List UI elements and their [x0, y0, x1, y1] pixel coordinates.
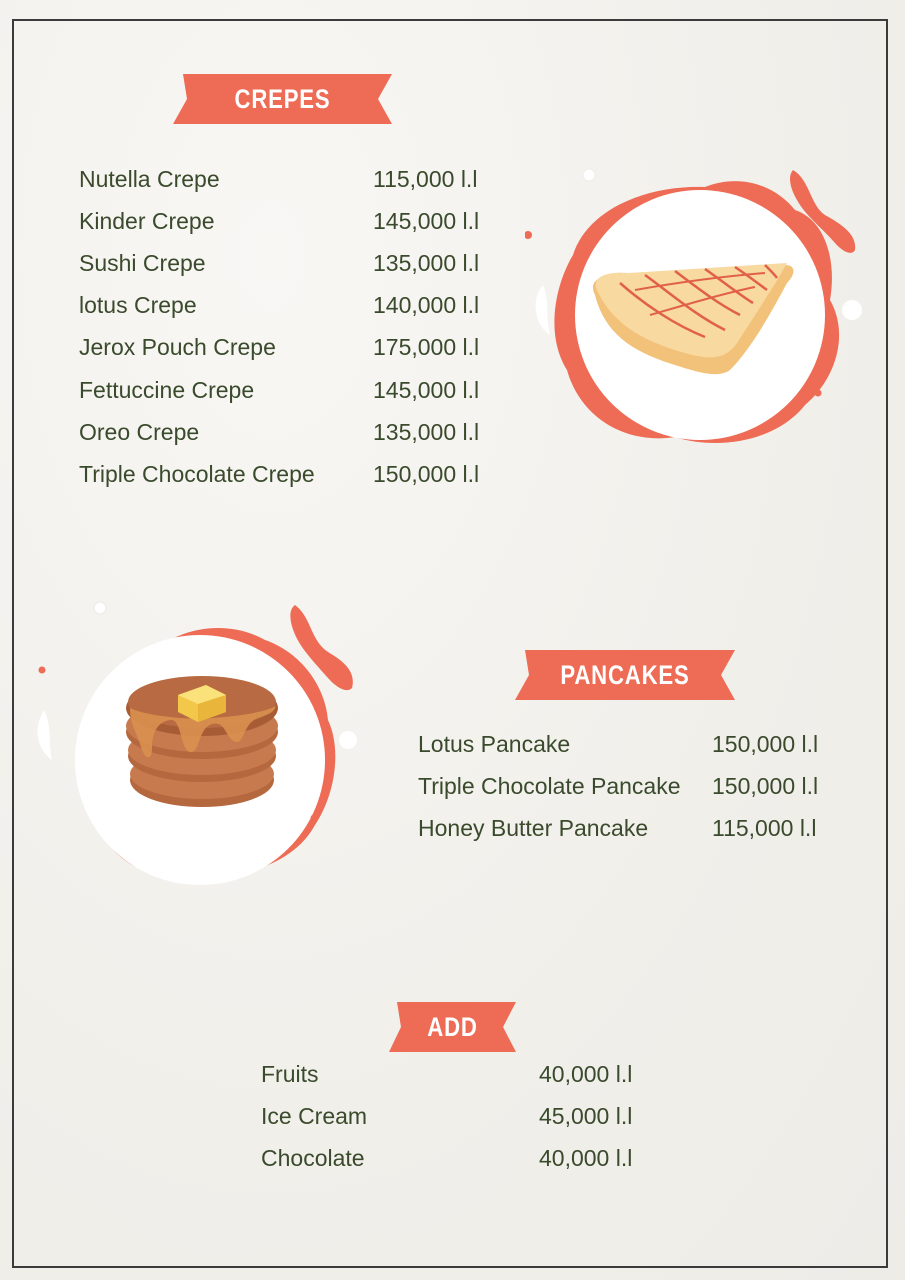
menu-item-price: 175,000 l.l — [373, 334, 480, 361]
menu-item-name: Triple Chocolate Pancake — [418, 773, 681, 799]
menu-item-name: Fruits — [261, 1061, 319, 1087]
menu-item-name: Ice Cream — [261, 1103, 368, 1129]
add-title: ADD — [427, 1011, 478, 1042]
menu-item-name: Lotus Pancake — [418, 731, 571, 757]
pancakes-title: PANCAKES — [560, 659, 690, 690]
menu-item-price: 45,000 l.l — [539, 1103, 633, 1129]
menu-item-name: Jerox Pouch Crepe — [79, 334, 276, 361]
crepes-banner — [173, 74, 392, 124]
menu-item-name: Sushi Crepe — [79, 250, 206, 277]
menu-item-price: 150,000 l.l — [712, 773, 819, 799]
menu-item-price: 150,000 l.l — [373, 460, 480, 487]
crepe-illustration-icon — [525, 165, 865, 465]
menu-item-name: Nutella Crepe — [79, 166, 220, 192]
menu-item-price: 145,000 l.l — [373, 208, 480, 235]
menu-item-price: 115,000 l.l — [373, 166, 478, 192]
menu-item-price: 40,000 l.l — [539, 1145, 633, 1171]
menu-item-price: 40,000 l.l — [539, 1061, 633, 1087]
menu-item-price: 115,000 l.l — [712, 815, 817, 841]
add-banner — [389, 1002, 516, 1052]
menu-item-name: Fettuccine Crepe — [79, 376, 255, 403]
menu-item-name: Oreo Crepe — [79, 418, 200, 445]
menu-item-price: 140,000 l.l — [373, 292, 480, 319]
pancake-stack-illustration-icon — [30, 600, 360, 890]
menu-item-name: Chocolate — [261, 1145, 365, 1171]
menu-item-price: 135,000 l.l — [373, 250, 480, 277]
menu-item-price: 135,000 l.l — [373, 418, 480, 445]
menu-item-price: 145,000 l.l — [373, 376, 480, 403]
menu-item-price: 150,000 l.l — [712, 731, 819, 757]
menu-item-name: Triple Chocolate Crepe — [79, 460, 315, 487]
menu-item-name: Honey Butter Pancake — [418, 815, 649, 841]
menu-item-name: lotus Crepe — [79, 292, 197, 319]
menu-item-name: Kinder Crepe — [79, 208, 215, 235]
pancakes-banner — [515, 650, 735, 700]
crepes-title: CREPES — [234, 83, 331, 114]
